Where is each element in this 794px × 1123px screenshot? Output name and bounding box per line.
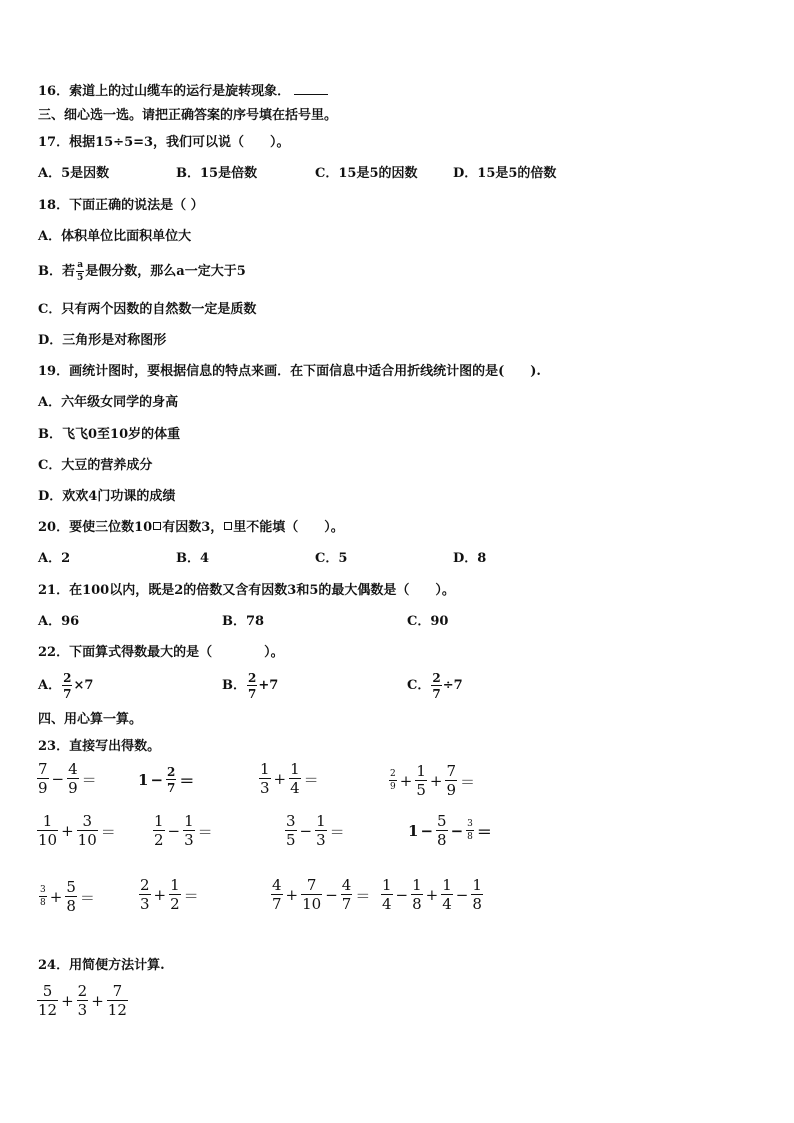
q22-option-a[interactable]: A． $\frac{2}{7}$ ×7: [38, 671, 94, 701]
q17-option-d[interactable]: D．15是5的倍数: [453, 166, 557, 181]
answer-blank[interactable]: [294, 82, 328, 95]
q21-option-a[interactable]: A．96: [38, 614, 80, 629]
q20-option-a[interactable]: A．2: [38, 551, 71, 566]
calc-4: $\frac{2}{9}$ + $\frac{1}{5}$ + $\frac{7}{9}$ ＝: [390, 762, 475, 799]
calc-8: 1 − $\frac{5}{8}$ − $\frac{3}{8}$ ＝: [408, 812, 492, 849]
calc-5: $\frac{1}{10}$ + $\frac{3}{10}$ ＝: [38, 812, 116, 849]
q22-option-b[interactable]: B． $\frac{2}{7}$ +7: [222, 671, 279, 701]
q17-option-c[interactable]: C．15是5的因数: [315, 166, 418, 181]
section-3-title: 三、细心选一选。请把正确答案的序号填在括号里。: [38, 108, 338, 123]
question-20-stem: 20．要使三位数10 有因数3， 里不能填（ ）。: [38, 520, 344, 535]
box-icon: [224, 522, 232, 530]
q21-option-c[interactable]: C．90: [407, 614, 449, 629]
q17-option-a[interactable]: A．5是因数: [38, 166, 110, 181]
q20-option-d[interactable]: D．8: [453, 551, 487, 566]
q21-option-b[interactable]: B．78: [222, 614, 265, 629]
q19-option-b[interactable]: B．飞飞0至10岁的体重: [38, 427, 181, 442]
calc-9: $\frac{3}{8}$ + $\frac{5}{8}$ ＝: [40, 878, 95, 915]
question-23-stem: 23．直接写出得数。: [38, 739, 161, 754]
q20-option-c[interactable]: C．5: [315, 551, 348, 566]
q18-option-d[interactable]: D．三角形是对称图形: [38, 333, 167, 348]
q19-option-d[interactable]: D．欢欢4门功课的成绩: [38, 489, 176, 504]
q18-option-a[interactable]: A．体积单位比面积单位大: [38, 229, 192, 244]
question-16: 16．索道上的过山缆车的运行是旋转现象．: [38, 82, 328, 100]
question-18-stem: 18．下面正确的说法是（ ）: [38, 198, 204, 213]
q19-option-a[interactable]: A．六年级女同学的身高: [38, 395, 179, 410]
question-21-stem: 21．在100以内，既是2的倍数又含有因数3和5的最大偶数是（ ）。: [38, 583, 455, 598]
calc-13: $\frac{5}{12}$ + $\frac{2}{3}$ + $\frac{7}{12}$: [38, 982, 127, 1019]
question-24-stem: 24．用简便方法计算.: [38, 958, 165, 973]
q17-option-b[interactable]: B．15是倍数: [176, 166, 258, 181]
box-icon: [153, 522, 161, 530]
q19-option-c[interactable]: C．大豆的营养成分: [38, 458, 153, 473]
q22-option-c[interactable]: C． $\frac{2}{7}$ ÷7: [407, 671, 463, 701]
calc-3: $\frac{1}{3}$ + $\frac{1}{4}$ ＝: [260, 760, 319, 797]
question-19-stem: 19．画统计图时，要根据信息的特点来画．在下面信息中适合用折线统计图的是( ).: [38, 364, 541, 379]
calc-10: $\frac{2}{3}$ + $\frac{1}{2}$ ＝: [140, 876, 199, 913]
question-17-stem: 17．根据15÷5=3，我们可以说（ ）。: [38, 135, 290, 150]
calc-12: $\frac{1}{4}$ − $\frac{1}{8}$ + $\frac{1}{4}$ − $\frac{1}{8}$: [382, 876, 482, 913]
fraction: $\frac{a}{5}$: [77, 260, 84, 283]
calc-2: 1 − $\frac{2}{7}$ ＝: [138, 765, 195, 795]
q18-option-c[interactable]: C．只有两个因数的自然数一定是质数: [38, 302, 257, 317]
section-4-title: 四、用心算一算。: [38, 712, 143, 727]
question-22-stem: 22．下面算式得数最大的是（ ）。: [38, 645, 284, 660]
calc-11: $\frac{4}{7}$ + $\frac{7}{10}$ − $\frac{4}{7}$ ＝: [272, 876, 371, 913]
calc-7: $\frac{3}{5}$ − $\frac{1}{3}$ ＝: [286, 812, 345, 849]
q20-option-b[interactable]: B．4: [176, 551, 210, 566]
q18-option-b[interactable]: B．若 $\frac{a}{5}$ 是假分数，那么a一定大于5: [38, 260, 246, 283]
calc-6: $\frac{1}{2}$ − $\frac{1}{3}$ ＝: [154, 812, 213, 849]
calc-1: $\frac{7}{9}$ − $\frac{4}{9}$ ＝: [38, 760, 97, 797]
